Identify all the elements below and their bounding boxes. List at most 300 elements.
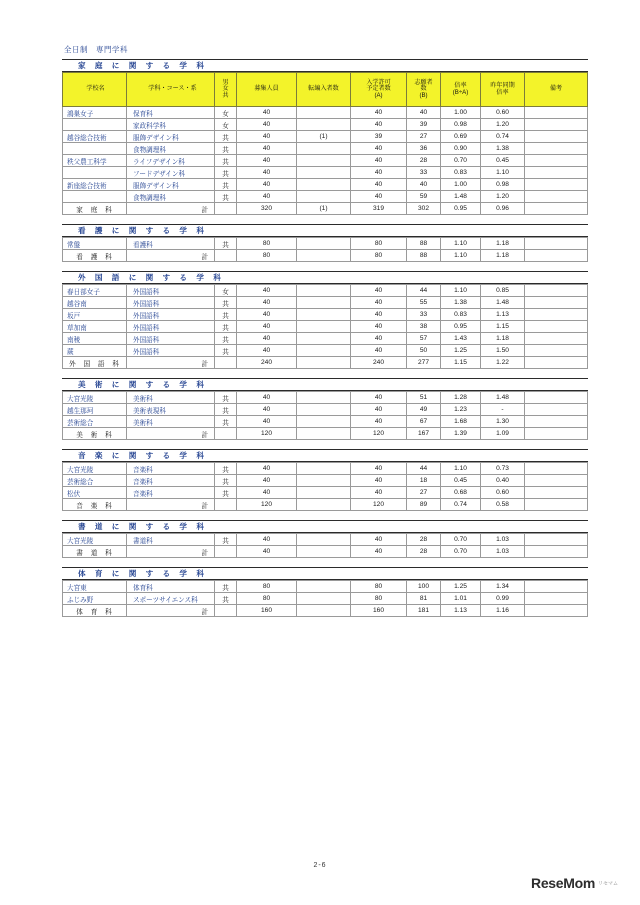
total-sex bbox=[215, 357, 237, 369]
cell-last: 0.45 bbox=[481, 155, 525, 167]
cell-course: スポーツサイエンス科 bbox=[127, 593, 215, 605]
table-row bbox=[63, 309, 588, 321]
data-table bbox=[62, 580, 588, 617]
cell-course: 外国語科 bbox=[127, 297, 215, 309]
column-header-rate bbox=[441, 73, 481, 107]
cell-course: 外国語科 bbox=[127, 321, 215, 333]
cell-app: 88 bbox=[407, 238, 441, 250]
cell-school: 大宮光陵 bbox=[63, 463, 127, 475]
section-title: 外 国 語 に 関 す る 学 科 bbox=[78, 273, 225, 282]
column-header-applicants-line: 数 bbox=[420, 85, 427, 93]
page-number: 2-6 bbox=[313, 862, 327, 869]
cell-admit: 40 bbox=[351, 191, 407, 203]
cell-course: 外国語科 bbox=[127, 333, 215, 345]
data-table bbox=[62, 72, 588, 215]
column-header-lastrate-line: 昨年同期 bbox=[490, 82, 515, 90]
cell-last: 0.40 bbox=[481, 475, 525, 487]
cell-transfer bbox=[297, 534, 351, 546]
cell-app: 40 bbox=[407, 179, 441, 191]
cell-sex: 共 bbox=[215, 167, 237, 179]
table-row bbox=[63, 463, 588, 475]
total-admit: 40 bbox=[351, 546, 407, 558]
total-transfer bbox=[297, 605, 351, 617]
column-header-school: 学校名 bbox=[63, 73, 127, 107]
cell-rate: 0.68 bbox=[441, 487, 481, 499]
table-row bbox=[63, 593, 588, 605]
cell-admit: 40 bbox=[351, 333, 407, 345]
total-rate: 0.74 bbox=[441, 499, 481, 511]
table-row bbox=[63, 475, 588, 487]
cell-sex: 共 bbox=[215, 593, 237, 605]
section-title-band bbox=[62, 271, 588, 284]
total-note bbox=[525, 357, 588, 369]
cell-course: 看護科 bbox=[127, 238, 215, 250]
section bbox=[62, 520, 588, 558]
cell-note bbox=[525, 297, 588, 309]
cell-note bbox=[525, 487, 588, 499]
cell-course: 音楽科 bbox=[127, 487, 215, 499]
cell-admit: 40 bbox=[351, 404, 407, 416]
total-app: 302 bbox=[407, 203, 441, 215]
logo-text: ReseMom bbox=[531, 875, 596, 891]
cell-quota: 40 bbox=[237, 345, 297, 357]
column-header-applicants-line: 志願者 bbox=[414, 78, 433, 86]
table-row bbox=[63, 191, 588, 203]
cell-quota: 40 bbox=[237, 475, 297, 487]
cell-admit: 40 bbox=[351, 285, 407, 297]
cell-sex: 共 bbox=[215, 404, 237, 416]
cell-quota: 40 bbox=[237, 119, 297, 131]
total-note bbox=[525, 250, 588, 262]
cell-last: 1.34 bbox=[481, 581, 525, 593]
column-header-lastrate-line: 倍率 bbox=[496, 88, 509, 96]
cell-transfer bbox=[297, 487, 351, 499]
total-label: 体 育 科 bbox=[76, 608, 115, 616]
cell-last: 1.20 bbox=[481, 119, 525, 131]
cell-sex: 共 bbox=[215, 238, 237, 250]
section bbox=[62, 378, 588, 440]
cell-app: 28 bbox=[407, 534, 441, 546]
cell-school: 春日部女子 bbox=[63, 285, 127, 297]
cell-quota: 40 bbox=[237, 167, 297, 179]
cell-rate: 1.28 bbox=[441, 392, 481, 404]
total-last: 0.58 bbox=[481, 499, 525, 511]
cell-rate: 0.69 bbox=[441, 131, 481, 143]
total-sex bbox=[215, 605, 237, 617]
cell-quota: 40 bbox=[237, 321, 297, 333]
cell-note bbox=[525, 155, 588, 167]
cell-school: 越生那珂 bbox=[63, 404, 127, 416]
cell-note bbox=[525, 534, 588, 546]
total-quota: 120 bbox=[237, 499, 297, 511]
cell-transfer bbox=[297, 463, 351, 475]
total-unit: 計 bbox=[127, 499, 215, 511]
table-row bbox=[63, 297, 588, 309]
data-table bbox=[62, 462, 588, 511]
cell-rate: 1.25 bbox=[441, 345, 481, 357]
table-row bbox=[63, 321, 588, 333]
cell-transfer bbox=[297, 179, 351, 191]
cell-app: 18 bbox=[407, 475, 441, 487]
cell-transfer bbox=[297, 107, 351, 119]
cell-sex: 共 bbox=[215, 581, 237, 593]
total-app: 28 bbox=[407, 546, 441, 558]
cell-admit: 40 bbox=[351, 534, 407, 546]
cell-transfer bbox=[297, 167, 351, 179]
cell-admit: 40 bbox=[351, 487, 407, 499]
cell-quota: 40 bbox=[237, 191, 297, 203]
cell-course: 体育科 bbox=[127, 581, 215, 593]
total-rate: 0.95 bbox=[441, 203, 481, 215]
cell-course: 家政科学科 bbox=[127, 119, 215, 131]
total-last: 1.22 bbox=[481, 357, 525, 369]
cell-note bbox=[525, 416, 588, 428]
cell-school: ふじみ野 bbox=[63, 593, 127, 605]
table-row bbox=[63, 119, 588, 131]
total-sex bbox=[215, 499, 237, 511]
cell-quota: 40 bbox=[237, 309, 297, 321]
cell-transfer bbox=[297, 309, 351, 321]
total-quota: 240 bbox=[237, 357, 297, 369]
cell-rate: 1.48 bbox=[441, 191, 481, 203]
total-last: 1.09 bbox=[481, 428, 525, 440]
total-app: 89 bbox=[407, 499, 441, 511]
total-note bbox=[525, 203, 588, 215]
total-admit: 80 bbox=[351, 250, 407, 262]
column-header-applicants bbox=[407, 73, 441, 107]
cell-quota: 40 bbox=[237, 392, 297, 404]
total-sex bbox=[215, 428, 237, 440]
cell-last: 1.15 bbox=[481, 321, 525, 333]
cell-quota: 40 bbox=[237, 285, 297, 297]
total-transfer bbox=[297, 357, 351, 369]
total-rate: 1.13 bbox=[441, 605, 481, 617]
cell-transfer bbox=[297, 143, 351, 155]
total-app: 88 bbox=[407, 250, 441, 262]
total-app: 167 bbox=[407, 428, 441, 440]
cell-app: 28 bbox=[407, 155, 441, 167]
cell-sex: 共 bbox=[215, 463, 237, 475]
total-label: 家 庭 科 bbox=[76, 206, 115, 214]
total-transfer bbox=[297, 428, 351, 440]
cell-app: 39 bbox=[407, 119, 441, 131]
cell-school: 芸術総合 bbox=[63, 475, 127, 487]
total-app: 181 bbox=[407, 605, 441, 617]
header-right-text: 専門学科 bbox=[96, 45, 128, 54]
column-header-last bbox=[481, 73, 525, 107]
total-rate: 1.10 bbox=[441, 250, 481, 262]
cell-sex: 共 bbox=[215, 333, 237, 345]
cell-note bbox=[525, 107, 588, 119]
total-admit: 120 bbox=[351, 499, 407, 511]
cell-rate: 0.45 bbox=[441, 475, 481, 487]
table-row bbox=[63, 285, 588, 297]
cell-sex: 女 bbox=[215, 107, 237, 119]
section bbox=[62, 59, 588, 215]
cell-admit: 40 bbox=[351, 143, 407, 155]
document-header bbox=[64, 44, 588, 55]
table-row bbox=[63, 487, 588, 499]
cell-course: 音楽科 bbox=[127, 463, 215, 475]
cell-last: 1.48 bbox=[481, 297, 525, 309]
cell-app: 44 bbox=[407, 463, 441, 475]
cell-quota: 40 bbox=[237, 143, 297, 155]
cell-admit: 80 bbox=[351, 593, 407, 605]
cell-note bbox=[525, 392, 588, 404]
cell-admit: 40 bbox=[351, 119, 407, 131]
section-title: 美 術 に 関 す る 学 科 bbox=[78, 380, 208, 389]
section-title-band bbox=[62, 59, 588, 72]
cell-note bbox=[525, 309, 588, 321]
cell-transfer bbox=[297, 475, 351, 487]
total-label: 音 楽 科 bbox=[76, 502, 115, 510]
total-sex bbox=[215, 203, 237, 215]
cell-app: 57 bbox=[407, 333, 441, 345]
total-label: 書 道 科 bbox=[76, 549, 115, 557]
cell-school bbox=[63, 143, 127, 155]
cell-note bbox=[525, 238, 588, 250]
cell-school: 草加南 bbox=[63, 321, 127, 333]
cell-last: 1.13 bbox=[481, 309, 525, 321]
table-total-row bbox=[63, 357, 588, 369]
column-header-rate-line: (B÷A) bbox=[452, 88, 469, 96]
cell-admit: 40 bbox=[351, 297, 407, 309]
cell-quota: 40 bbox=[237, 404, 297, 416]
cell-course: 食物調理科 bbox=[127, 191, 215, 203]
cell-app: 81 bbox=[407, 593, 441, 605]
cell-school: 坂戸 bbox=[63, 309, 127, 321]
total-transfer bbox=[297, 250, 351, 262]
header-left-text: 全日制 bbox=[64, 45, 88, 54]
cell-course: 保育科 bbox=[127, 107, 215, 119]
cell-quota: 40 bbox=[237, 463, 297, 475]
cell-last: 0.99 bbox=[481, 593, 525, 605]
cell-sex: 共 bbox=[215, 416, 237, 428]
table-row bbox=[63, 333, 588, 345]
cell-course: 食物調理科 bbox=[127, 143, 215, 155]
column-header-sex-line: 男 bbox=[222, 78, 229, 86]
cell-transfer: (1) bbox=[297, 131, 351, 143]
cell-app: 55 bbox=[407, 297, 441, 309]
section-title: 家 庭 に 関 す る 学 科 bbox=[78, 61, 208, 70]
cell-app: 33 bbox=[407, 167, 441, 179]
cell-app: 27 bbox=[407, 487, 441, 499]
cell-last: 1.48 bbox=[481, 392, 525, 404]
cell-app: 59 bbox=[407, 191, 441, 203]
total-admit: 160 bbox=[351, 605, 407, 617]
total-unit: 計 bbox=[127, 250, 215, 262]
cell-course: 美術表現科 bbox=[127, 404, 215, 416]
cell-note bbox=[525, 333, 588, 345]
cell-quota: 40 bbox=[237, 297, 297, 309]
total-label: 看 護 科 bbox=[76, 253, 115, 261]
cell-sex: 共 bbox=[215, 155, 237, 167]
cell-quota: 40 bbox=[237, 534, 297, 546]
section-title-band bbox=[62, 520, 588, 533]
column-header-rate-line: 倍率 bbox=[454, 82, 467, 90]
cell-quota: 80 bbox=[237, 581, 297, 593]
section-title-band bbox=[62, 449, 588, 462]
cell-admit: 40 bbox=[351, 392, 407, 404]
table-row bbox=[63, 155, 588, 167]
cell-note bbox=[525, 179, 588, 191]
cell-last: 1.20 bbox=[481, 191, 525, 203]
cell-transfer bbox=[297, 155, 351, 167]
column-header-sex bbox=[215, 73, 237, 107]
cell-app: 44 bbox=[407, 285, 441, 297]
cell-school: 大宮光陵 bbox=[63, 392, 127, 404]
cell-transfer bbox=[297, 285, 351, 297]
cell-admit: 40 bbox=[351, 309, 407, 321]
cell-quota: 40 bbox=[237, 131, 297, 143]
cell-school: 蕨 bbox=[63, 345, 127, 357]
cell-note bbox=[525, 191, 588, 203]
cell-quota: 80 bbox=[237, 593, 297, 605]
table-total-row bbox=[63, 605, 588, 617]
table-total-row bbox=[63, 499, 588, 511]
cell-admit: 40 bbox=[351, 167, 407, 179]
cell-rate: 1.10 bbox=[441, 285, 481, 297]
cell-course: 美術科 bbox=[127, 416, 215, 428]
total-unit: 計 bbox=[127, 605, 215, 617]
column-header-quota: 募集人員 bbox=[237, 73, 297, 107]
cell-app: 36 bbox=[407, 143, 441, 155]
cell-admit: 40 bbox=[351, 345, 407, 357]
cell-sex: 共 bbox=[215, 321, 237, 333]
cell-app: 27 bbox=[407, 131, 441, 143]
cell-admit: 40 bbox=[351, 475, 407, 487]
cell-course: 服飾デザイン科 bbox=[127, 131, 215, 143]
column-header-course: 学科・コース・系 bbox=[127, 73, 215, 107]
cell-admit: 40 bbox=[351, 416, 407, 428]
cell-note bbox=[525, 119, 588, 131]
cell-rate: 1.25 bbox=[441, 581, 481, 593]
cell-rate: 1.10 bbox=[441, 238, 481, 250]
cell-note bbox=[525, 475, 588, 487]
section-title: 看 護 に 関 す る 学 科 bbox=[78, 226, 208, 235]
cell-rate: 0.70 bbox=[441, 155, 481, 167]
cell-rate: 1.00 bbox=[441, 179, 481, 191]
cell-last: 1.18 bbox=[481, 238, 525, 250]
cell-rate: 1.43 bbox=[441, 333, 481, 345]
cell-last: 0.85 bbox=[481, 285, 525, 297]
cell-sex: 共 bbox=[215, 179, 237, 191]
cell-sex: 共 bbox=[215, 297, 237, 309]
cell-school bbox=[63, 167, 127, 179]
cell-last: 1.10 bbox=[481, 167, 525, 179]
column-header-admit bbox=[351, 73, 407, 107]
table-total-row bbox=[63, 250, 588, 262]
cell-app: 40 bbox=[407, 107, 441, 119]
cell-school: 大宮光陵 bbox=[63, 534, 127, 546]
total-quota: 80 bbox=[237, 250, 297, 262]
total-unit: 計 bbox=[127, 357, 215, 369]
cell-rate: 1.01 bbox=[441, 593, 481, 605]
cell-last: 0.73 bbox=[481, 463, 525, 475]
cell-last: 1.50 bbox=[481, 345, 525, 357]
total-unit: 計 bbox=[127, 546, 215, 558]
table-row bbox=[63, 238, 588, 250]
section bbox=[62, 271, 588, 369]
cell-school: 南稜 bbox=[63, 333, 127, 345]
table-row bbox=[63, 581, 588, 593]
total-quota: 320 bbox=[237, 203, 297, 215]
section-title: 体 育 に 関 す る 学 科 bbox=[78, 569, 208, 578]
total-unit: 計 bbox=[127, 428, 215, 440]
cell-course: 書道科 bbox=[127, 534, 215, 546]
table-total-row bbox=[63, 546, 588, 558]
total-last: 1.16 bbox=[481, 605, 525, 617]
cell-course: 外国語科 bbox=[127, 309, 215, 321]
table-total-row bbox=[63, 203, 588, 215]
total-transfer: (1) bbox=[297, 203, 351, 215]
cell-last: 1.38 bbox=[481, 143, 525, 155]
cell-course: 外国語科 bbox=[127, 345, 215, 357]
cell-last: - bbox=[481, 404, 525, 416]
cell-app: 49 bbox=[407, 404, 441, 416]
cell-transfer bbox=[297, 321, 351, 333]
cell-admit: 40 bbox=[351, 155, 407, 167]
total-note bbox=[525, 605, 588, 617]
cell-note bbox=[525, 404, 588, 416]
cell-sex: 共 bbox=[215, 487, 237, 499]
total-rate: 1.39 bbox=[441, 428, 481, 440]
total-admit: 120 bbox=[351, 428, 407, 440]
cell-course: 服飾デザイン科 bbox=[127, 179, 215, 191]
cell-last: 0.74 bbox=[481, 131, 525, 143]
total-quota: 120 bbox=[237, 428, 297, 440]
total-last: 1.18 bbox=[481, 250, 525, 262]
cell-quota: 40 bbox=[237, 179, 297, 191]
cell-last: 0.60 bbox=[481, 107, 525, 119]
section-title: 書 道 に 関 す る 学 科 bbox=[78, 522, 208, 531]
cell-quota: 80 bbox=[237, 238, 297, 250]
total-admit: 240 bbox=[351, 357, 407, 369]
cell-sex: 女 bbox=[215, 119, 237, 131]
total-label: 外 国 語 科 bbox=[69, 360, 122, 368]
cell-app: 67 bbox=[407, 416, 441, 428]
cell-sex: 共 bbox=[215, 131, 237, 143]
cell-sex: 共 bbox=[215, 534, 237, 546]
cell-school: 鴻巣女子 bbox=[63, 107, 127, 119]
section-title-band bbox=[62, 378, 588, 391]
table-row bbox=[63, 167, 588, 179]
cell-app: 51 bbox=[407, 392, 441, 404]
total-last: 1.03 bbox=[481, 546, 525, 558]
cell-app: 50 bbox=[407, 345, 441, 357]
cell-admit: 40 bbox=[351, 107, 407, 119]
cell-last: 0.60 bbox=[481, 487, 525, 499]
cell-transfer bbox=[297, 119, 351, 131]
cell-rate: 0.70 bbox=[441, 534, 481, 546]
cell-last: 0.98 bbox=[481, 179, 525, 191]
cell-school: 松伏 bbox=[63, 487, 127, 499]
cell-sex: 共 bbox=[215, 191, 237, 203]
total-app: 277 bbox=[407, 357, 441, 369]
section bbox=[62, 567, 588, 617]
cell-school: 秩父農工科学 bbox=[63, 155, 127, 167]
cell-sex: 女 bbox=[215, 285, 237, 297]
cell-rate: 1.00 bbox=[441, 107, 481, 119]
table-row bbox=[63, 179, 588, 191]
cell-transfer bbox=[297, 333, 351, 345]
cell-course: 外国語科 bbox=[127, 285, 215, 297]
cell-rate: 1.10 bbox=[441, 463, 481, 475]
section bbox=[62, 449, 588, 511]
cell-school: 芸術総合 bbox=[63, 416, 127, 428]
table-row bbox=[63, 416, 588, 428]
sections-container bbox=[62, 59, 588, 617]
